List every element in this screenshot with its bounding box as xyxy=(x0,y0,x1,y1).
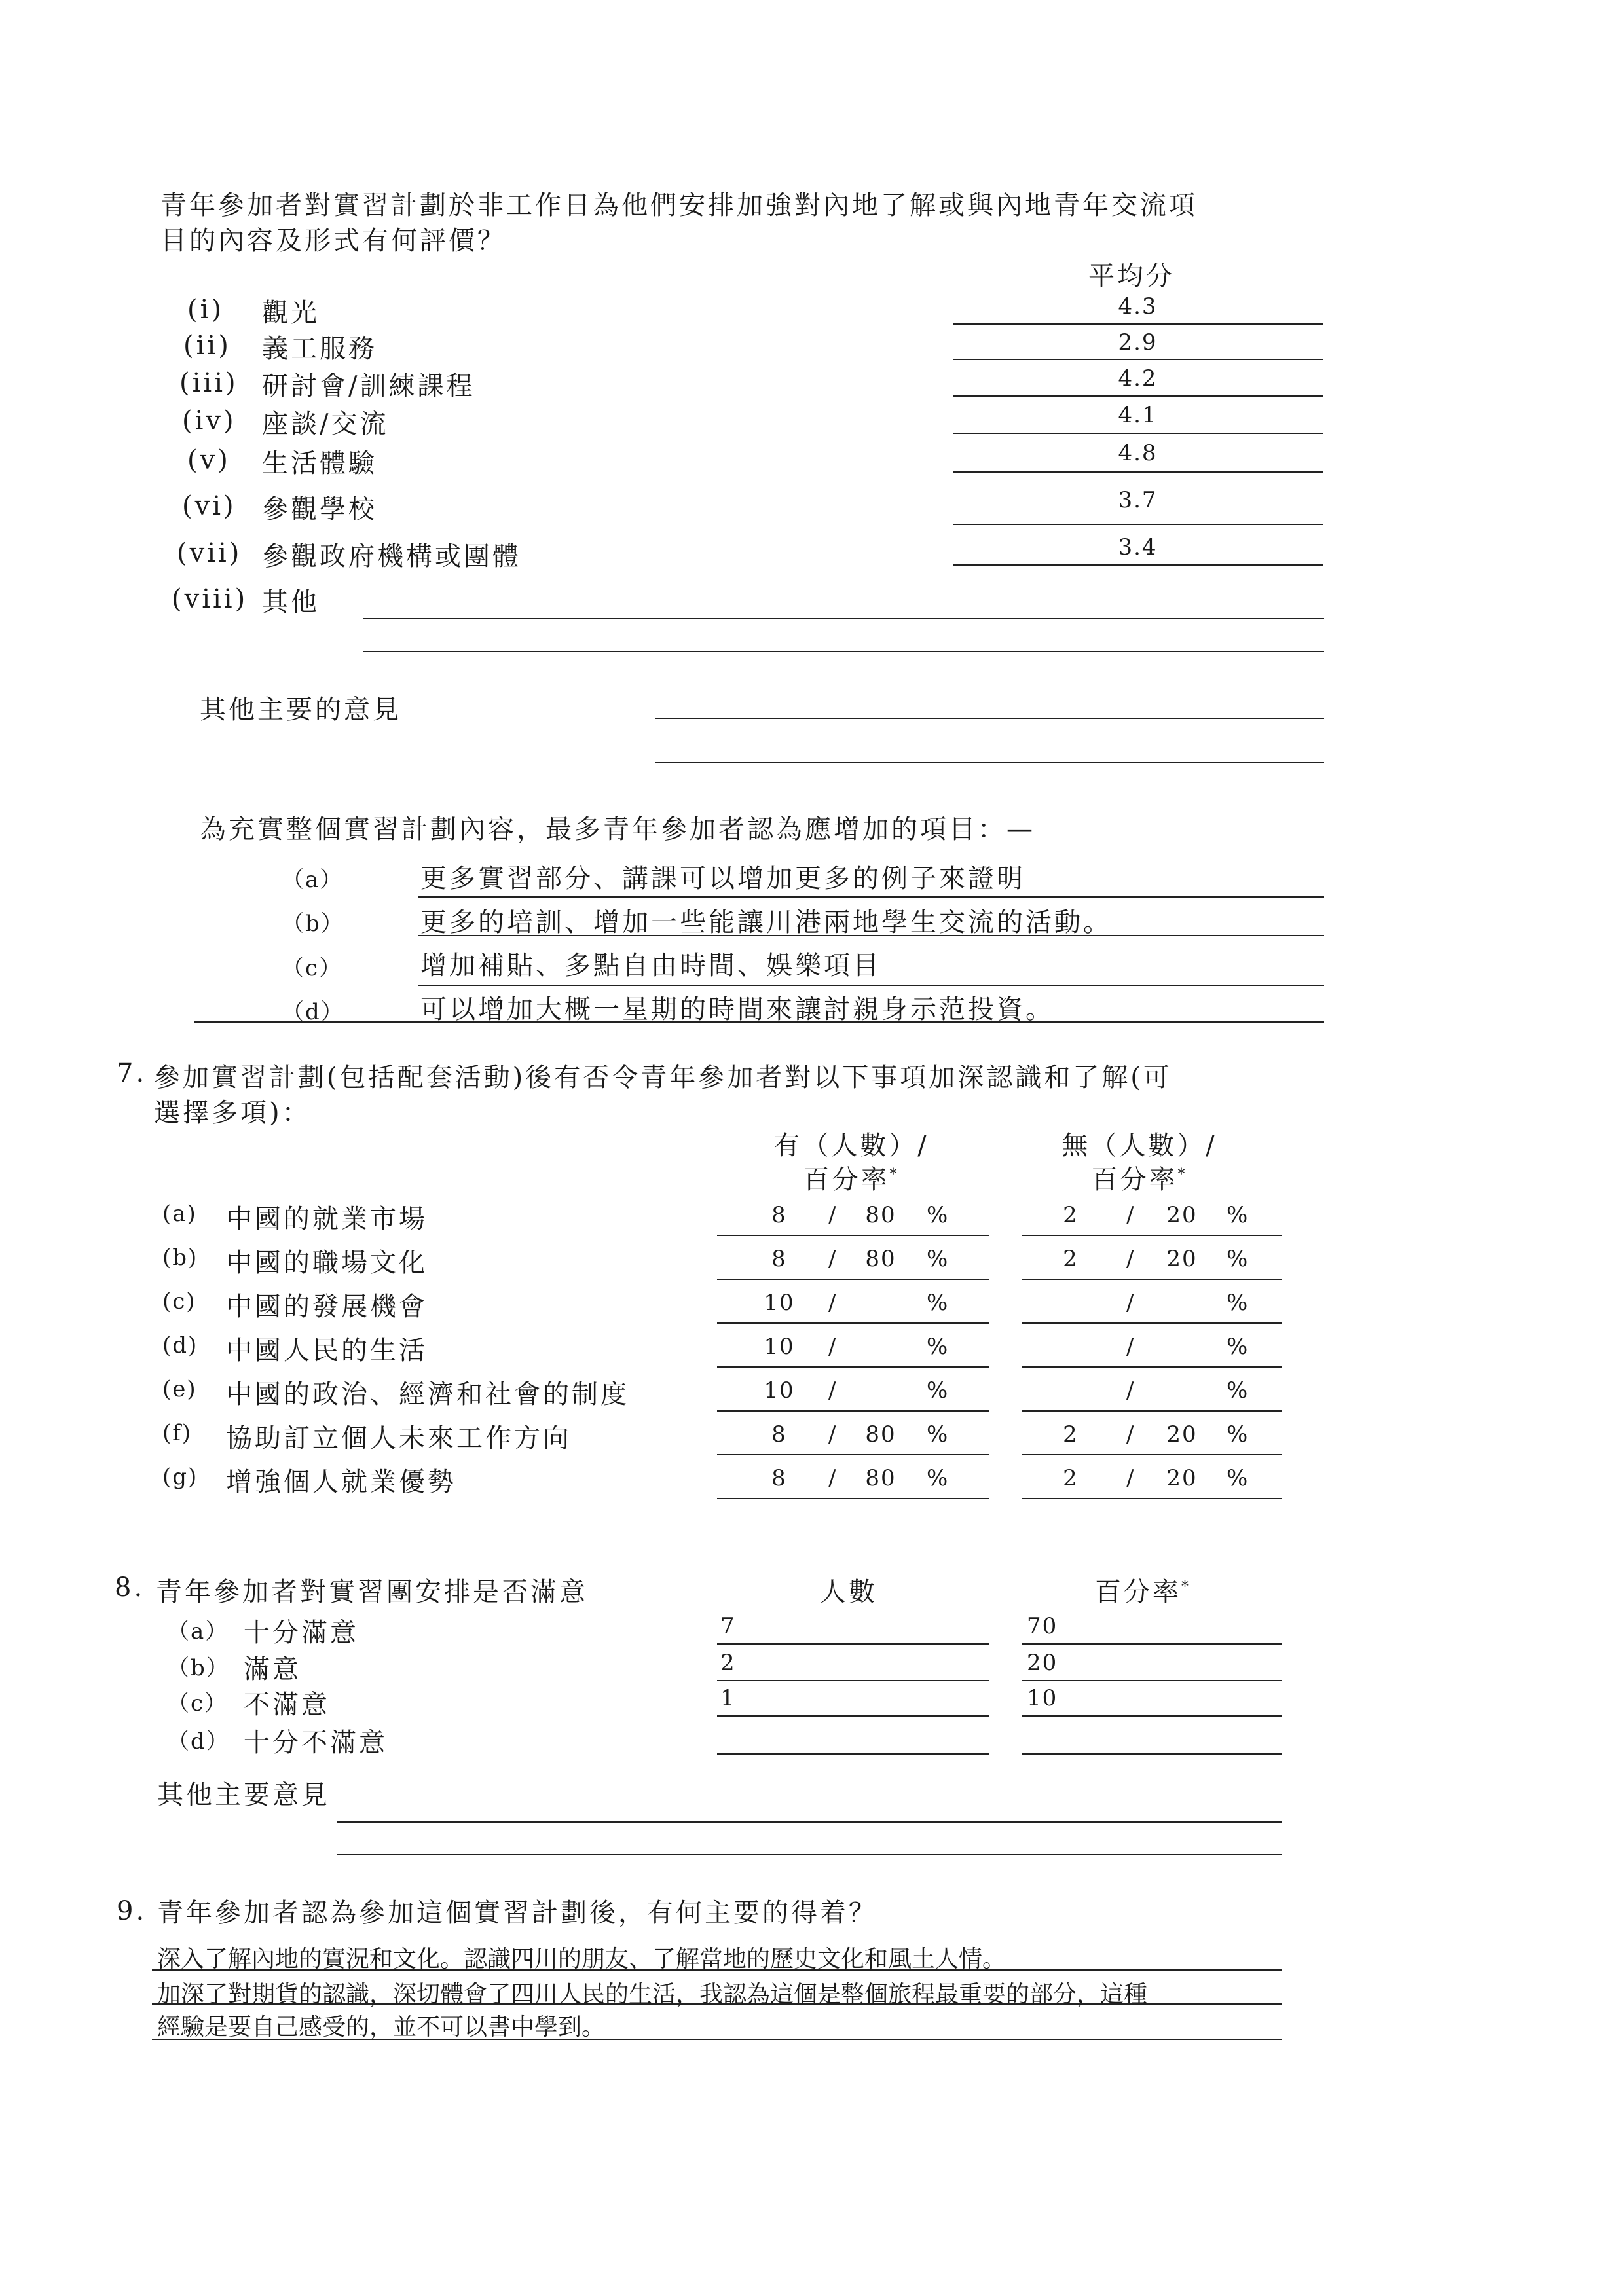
q7-yes-header-line1: 有（人數）/ xyxy=(773,1131,929,1161)
suggestion-text: 更多實習部分、講課可以增加更多的例子來證明 xyxy=(420,864,1025,894)
suggestion-line xyxy=(418,935,1324,936)
count-value: 1 xyxy=(720,1685,736,1711)
item-number: (vii) xyxy=(177,538,242,568)
row-label: 中國人民的生活 xyxy=(226,1336,428,1366)
item-score: 4.8 xyxy=(1118,440,1158,466)
no-line xyxy=(1022,1322,1282,1324)
score-line xyxy=(953,564,1323,566)
yes-percent-sign: % xyxy=(927,1377,950,1404)
no-percent-sign: % xyxy=(1227,1334,1249,1360)
q6-question-line1: 青年參加者對實習計劃於非工作日為他們安排加強對內地了解或與內地青年交流項 xyxy=(160,191,1198,221)
item-label: 參觀學校 xyxy=(262,494,377,524)
item-score: 4.2 xyxy=(1118,365,1158,392)
q6-question-line2: 目的內容及形式有何評價？ xyxy=(160,226,506,256)
suggestion-letter: （d） xyxy=(282,999,344,1025)
q8-number: 8. xyxy=(115,1573,145,1603)
no-percent-sign: % xyxy=(1227,1290,1249,1316)
q8-other-label: 其他主要意見 xyxy=(157,1780,330,1810)
yes-percent-sign: % xyxy=(927,1465,950,1491)
q9-answer-line3: 經驗是要自己感受的，並不可以書中學到。 xyxy=(157,2014,606,2041)
row-letter: （a） xyxy=(167,1618,229,1645)
no-slash: / xyxy=(1126,1377,1135,1404)
no-percent-sign: % xyxy=(1227,1377,1249,1404)
row-label: 增強個人就業優勢 xyxy=(226,1467,456,1497)
yes-count: 8 xyxy=(771,1421,787,1448)
no-percent-sign: % xyxy=(1227,1421,1249,1448)
yes-slash: / xyxy=(828,1246,838,1272)
pct-line xyxy=(1022,1643,1282,1645)
no-count: 2 xyxy=(1063,1246,1079,1272)
item-number: (vi) xyxy=(182,491,236,521)
item-label: 生活體驗 xyxy=(262,448,377,479)
q6-score-header: 平均分 xyxy=(1088,261,1175,291)
no-count: 2 xyxy=(1063,1465,1079,1491)
yes-line xyxy=(717,1235,989,1236)
row-label: 中國的就業市場 xyxy=(226,1204,428,1234)
suggestion-line xyxy=(194,1021,1324,1023)
q8-count-header: 人數 xyxy=(820,1577,877,1607)
item-score: 2.9 xyxy=(1118,329,1158,355)
suggestion-line xyxy=(418,896,1324,898)
q9-answer-line2: 加深了對期貨的認識，深切體會了四川人民的生活，我認為這個是整個旅程最重要的部分，這種 xyxy=(157,1981,1148,2008)
no-count: 2 xyxy=(1063,1421,1079,1448)
yes-count: 10 xyxy=(764,1290,795,1316)
count-line xyxy=(717,1680,989,1681)
yes-line xyxy=(717,1279,989,1280)
no-slash: / xyxy=(1126,1246,1135,1272)
q7-number: 7. xyxy=(117,1058,147,1088)
yes-line xyxy=(717,1366,989,1368)
row-label: 不滿意 xyxy=(244,1690,330,1720)
item-number: (iv) xyxy=(182,406,236,436)
no-line xyxy=(1022,1235,1282,1236)
score-line xyxy=(953,359,1323,360)
no-pct: 20 xyxy=(1166,1421,1198,1448)
pct-value: 20 xyxy=(1027,1650,1058,1676)
q9-number: 9. xyxy=(117,1896,147,1926)
item-number: (i) xyxy=(187,295,225,325)
yes-slash: / xyxy=(828,1202,838,1228)
q7-yes-header-line2: 百分率* xyxy=(803,1165,900,1195)
no-percent-sign: % xyxy=(1227,1202,1249,1228)
item-label: 觀光 xyxy=(262,298,320,328)
row-label: 十分滿意 xyxy=(244,1618,359,1648)
row-label: 滿意 xyxy=(244,1654,301,1685)
yes-percent-sign: % xyxy=(927,1246,950,1272)
pct-line xyxy=(1022,1680,1282,1681)
no-slash: / xyxy=(1126,1465,1135,1491)
item-label: 座談/交流 xyxy=(262,409,389,439)
row-letter: (b) xyxy=(162,1245,198,1271)
row-letter: (c) xyxy=(162,1288,196,1315)
item-score: 3.4 xyxy=(1118,534,1158,560)
comment-line-1 xyxy=(655,718,1324,719)
score-line xyxy=(953,524,1323,525)
row-letter: （c） xyxy=(167,1690,229,1717)
q7-question-line1: 參加實習計劃(包括配套活動)後有否令青年參加者對以下事項加深認識和了解(可 xyxy=(154,1063,1172,1093)
yes-pct: 80 xyxy=(865,1246,896,1272)
no-line xyxy=(1022,1410,1282,1412)
count-line xyxy=(717,1753,989,1755)
no-count: 2 xyxy=(1063,1202,1079,1228)
yes-percent-sign: % xyxy=(927,1202,950,1228)
suggestion-letter: （b） xyxy=(282,911,344,937)
row-letter: (f) xyxy=(162,1420,193,1446)
no-line xyxy=(1022,1279,1282,1280)
q8-other-line-1 xyxy=(337,1821,1282,1823)
row-letter: (g) xyxy=(162,1464,198,1490)
count-value: 2 xyxy=(720,1650,736,1676)
row-label: 中國的職場文化 xyxy=(226,1248,428,1278)
q6-other-comments-label: 其他主要的意見 xyxy=(200,695,401,725)
item-label: 義工服務 xyxy=(262,334,377,364)
q9-answer-rule-3 xyxy=(152,2039,1282,2040)
count-line xyxy=(717,1643,989,1645)
item-number: (v) xyxy=(187,445,231,475)
yes-count: 8 xyxy=(771,1202,787,1228)
yes-percent-sign: % xyxy=(927,1290,950,1316)
row-letter: （b） xyxy=(167,1655,230,1681)
comment-line-2 xyxy=(655,762,1324,763)
yes-pct: 80 xyxy=(865,1421,896,1448)
q9-question: 青年參加者認為參加這個實習計劃後，有何主要的得着？ xyxy=(157,1898,877,1928)
yes-slash: / xyxy=(828,1421,838,1448)
score-line xyxy=(953,433,1323,434)
item-score: 3.7 xyxy=(1118,487,1158,513)
suggestion-text: 更多的培訓、增加一些能讓川港兩地學生交流的活動。 xyxy=(420,907,1112,938)
yes-line xyxy=(717,1410,989,1412)
row-letter: （d） xyxy=(167,1728,230,1755)
row-label: 中國的發展機會 xyxy=(226,1292,428,1322)
yes-count: 8 xyxy=(771,1465,787,1491)
no-line xyxy=(1022,1454,1282,1455)
item-number: (ii) xyxy=(183,331,231,361)
row-letter: (a) xyxy=(162,1201,197,1227)
yes-count: 10 xyxy=(764,1334,795,1360)
item-number: (viii) xyxy=(172,584,248,614)
row-label: 中國的政治、經濟和社會的制度 xyxy=(226,1379,629,1410)
q8-question: 青年參加者對實習團安排是否滿意 xyxy=(156,1577,588,1607)
pct-value: 70 xyxy=(1027,1613,1058,1639)
no-percent-sign: % xyxy=(1227,1246,1249,1272)
no-slash: / xyxy=(1126,1334,1135,1360)
q9-answer-line1: 深入了解內地的實況和文化。認識四川的朋友、了解當地的歷史文化和風土人情。 xyxy=(157,1946,1006,1973)
yes-percent-sign: % xyxy=(927,1334,950,1360)
no-pct: 20 xyxy=(1166,1246,1198,1272)
q7-no-header-line2: 百分率* xyxy=(1091,1165,1188,1195)
no-slash: / xyxy=(1126,1290,1135,1316)
score-line xyxy=(953,395,1323,397)
row-letter: (d) xyxy=(162,1332,198,1358)
yes-line xyxy=(717,1498,989,1499)
q8-other-line-2 xyxy=(337,1854,1282,1855)
yes-slash: / xyxy=(828,1290,838,1316)
suggestion-line xyxy=(418,985,1324,986)
q9-answer-rule-1 xyxy=(152,1969,1282,1971)
no-slash: / xyxy=(1126,1202,1135,1228)
item-number: (iii) xyxy=(179,368,238,398)
yes-count: 10 xyxy=(764,1377,795,1404)
yes-line xyxy=(717,1322,989,1324)
pct-value: 10 xyxy=(1027,1685,1058,1711)
no-slash: / xyxy=(1126,1421,1135,1448)
row-label: 十分不滿意 xyxy=(244,1728,388,1758)
suggestion-letter: （a） xyxy=(282,867,344,893)
count-value: 7 xyxy=(720,1613,736,1639)
suggestion-text: 可以增加大概一星期的時間來讓討親身示范投資。 xyxy=(420,994,1054,1025)
yes-slash: / xyxy=(828,1377,838,1404)
yes-slash: / xyxy=(828,1334,838,1360)
row-letter: (e) xyxy=(162,1376,197,1402)
q6-suggest-intro: 為充實整個實習計劃內容，最多青年參加者認為應增加的項目：— xyxy=(200,814,1035,845)
yes-line xyxy=(717,1454,989,1455)
no-pct: 20 xyxy=(1166,1465,1198,1491)
item-label: 其他 xyxy=(262,587,320,617)
yes-slash: / xyxy=(828,1465,838,1491)
q8-pct-header: 百分率* xyxy=(1095,1577,1191,1607)
pct-line xyxy=(1022,1715,1282,1717)
yes-pct: 80 xyxy=(865,1202,896,1228)
score-line xyxy=(953,323,1323,325)
count-line xyxy=(717,1715,989,1717)
no-line xyxy=(1022,1498,1282,1499)
item-label: 參觀政府機構或團體 xyxy=(262,541,521,572)
item-label: 研討會/訓練課程 xyxy=(262,371,475,401)
item-score: 4.1 xyxy=(1118,402,1158,428)
no-percent-sign: % xyxy=(1227,1465,1249,1491)
other-line-2 xyxy=(363,651,1324,652)
item-score: 4.3 xyxy=(1118,293,1158,319)
suggestion-text: 增加補貼、多點自由時間、娛樂項目 xyxy=(420,951,881,981)
q7-no-header-line1: 無（人數）/ xyxy=(1061,1131,1217,1161)
no-line xyxy=(1022,1366,1282,1368)
score-line xyxy=(953,471,1323,473)
suggestion-letter: （c） xyxy=(282,955,343,981)
row-label: 協助訂立個人未來工作方向 xyxy=(226,1423,572,1453)
pct-line xyxy=(1022,1753,1282,1755)
other-line-1 xyxy=(363,618,1324,619)
yes-count: 8 xyxy=(771,1246,787,1272)
yes-pct: 80 xyxy=(865,1465,896,1491)
q9-answer-rule-2 xyxy=(152,2003,1282,2005)
no-pct: 20 xyxy=(1166,1202,1198,1228)
yes-percent-sign: % xyxy=(927,1421,950,1448)
q7-question-line2: 選擇多項)： xyxy=(154,1098,311,1128)
